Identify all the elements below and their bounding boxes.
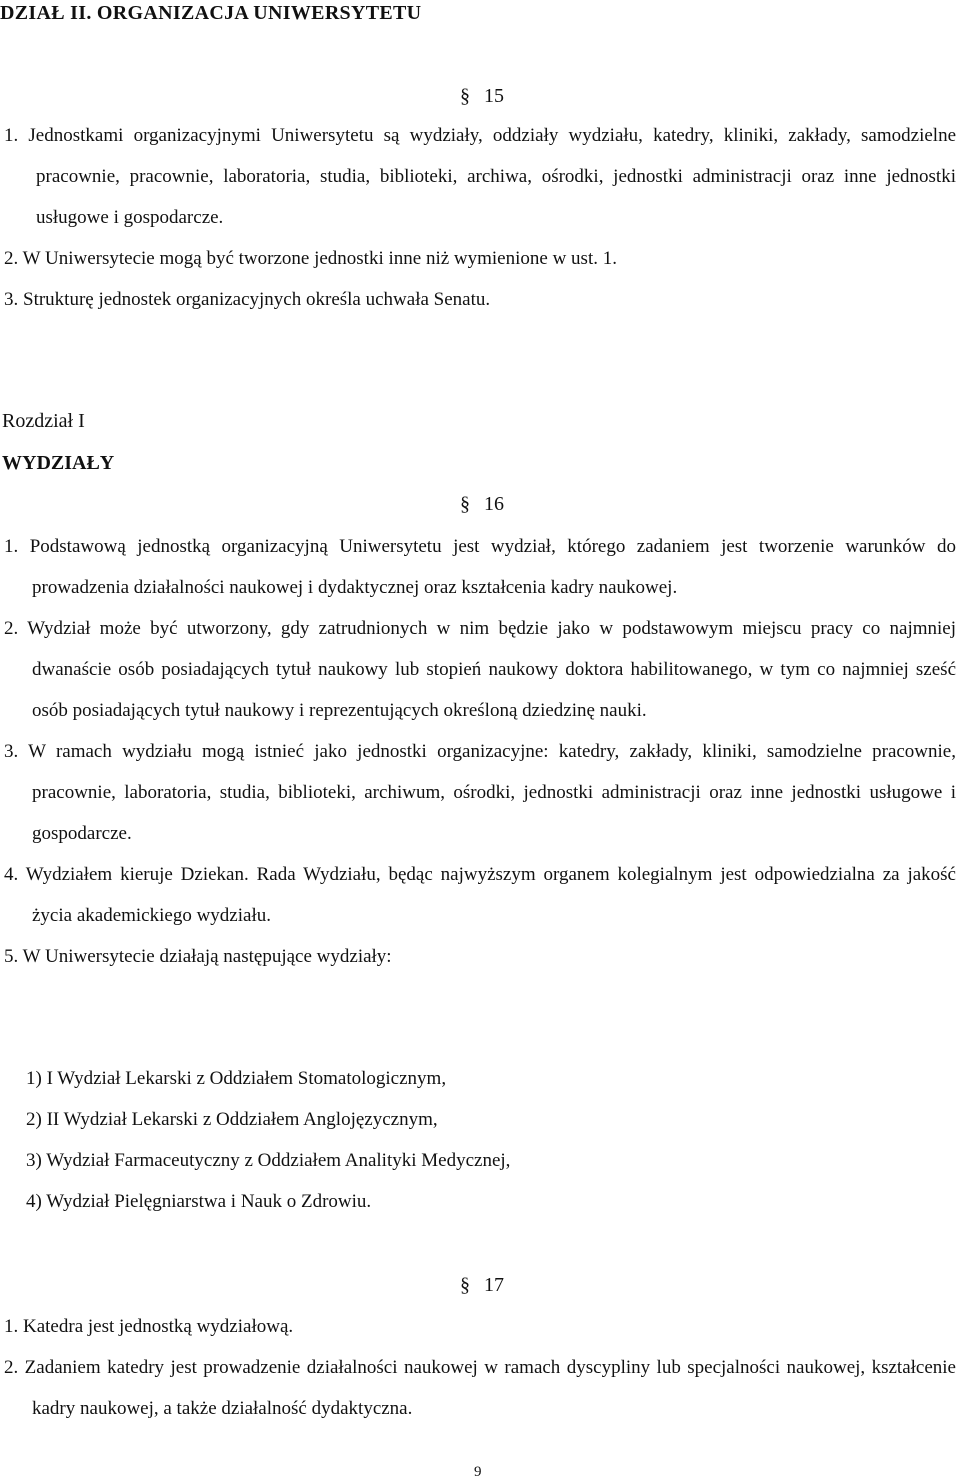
section-number: 15 [484,85,504,107]
sec16-paragraph-3: 3. W ramach wydziału mogą istnieć jako jednostki organizacyjne: katedry, zakłady, kliniki, samodzielne pracownie, pracownie, laboratoria, studia, biblioteki, archiwum, ośrodki, jednostki administracji oraz inne jednostki usługowe i gospodarcze. [4,741,956,844]
section-sign: § [460,1274,470,1296]
chapter-label: Rozdział I [2,410,85,432]
section-sign: § [460,85,470,107]
section-15-header [460,85,504,108]
section-16-header [460,493,504,516]
faculty-list-item: 1) I Wydział Lekarski z Oddziałem Stomatologicznym, [26,1068,447,1089]
division-title: DZIAŁ II. ORGANIZACJA UNIWERSYTETU [0,2,422,24]
section-17-header [460,1274,504,1297]
faculty-list-item: 3) Wydział Farmaceutyczny z Oddziałem Analityki Medycznej, [26,1150,511,1171]
section-number: 17 [484,1274,504,1296]
section-number: 16 [484,493,504,515]
page-number: 9 [474,1464,482,1480]
faculty-list-item: 2) II Wydział Lekarski z Oddziałem Anglojęzycznym, [26,1109,438,1130]
section-17-body [4,1306,956,1429]
sec17-paragraph-1: 1. Katedra jest jednostką wydziałową. [4,1316,294,1337]
section-16-body [4,526,956,977]
section-15-body [4,115,956,320]
section-sign: § [460,493,470,515]
sec15-paragraph-3: 3. Strukturę jednostek organizacyjnych określa uchwała Senatu. [4,289,491,310]
chapter-title: WYDZIAŁY [2,452,115,474]
sec16-paragraph-2: 2. Wydział może być utworzony, gdy zatrudnionych w nim będzie jako w podstawowym miejscu pracy co najmniej dwanaście osób posiadających tytuł naukowy lub stopień naukowy doktora habilitowanego, w tym co najmniej sześć osób posiadających tytuł naukowy i reprezentujących określoną dziedzinę nauki. [4,618,956,721]
sec16-paragraph-1: 1. Podstawową jednostką organizacyjną Uniwersytetu jest wydział, którego zadaniem jest tworzenie warunków do prowadzenia działalności naukowej i dydaktycznej oraz kształcenia kadry naukowej. [4,536,956,598]
sec16-paragraph-4: 4. Wydziałem kieruje Dziekan. Rada Wydziału, będąc najwyższym organem kolegialnym jest odpowiedzialna za jakość życia akademickiego wydziału. [4,864,956,926]
faculty-list-item: 4) Wydział Pielęgniarstwa i Nauk o Zdrowiu. [26,1191,372,1212]
sec15-paragraph-2: 2. W Uniwersytecie mogą być tworzone jednostki inne niż wymienione w ust. 1. [4,248,617,269]
sec17-paragraph-2: 2. Zadaniem katedry jest prowadzenie działalności naukowej w ramach dyscypliny lub specjalności naukowej, kształcenie kadry naukowej, a także działalność dydaktyczna. [4,1357,956,1419]
sec16-paragraph-5: 5. W Uniwersytecie działają następujące wydziały: [4,946,392,967]
sec15-paragraph-1: 1. Jednostkami organizacyjnymi Uniwersytetu są wydziały, oddziały wydziału, katedry, kliniki, zakłady, samodzielne pracownie, pracownie, laboratoria, studia, biblioteki, archiwa, ośrodki, jednostki administracji oraz inne jednostki usługowe i gospodarcze. [4,125,956,228]
